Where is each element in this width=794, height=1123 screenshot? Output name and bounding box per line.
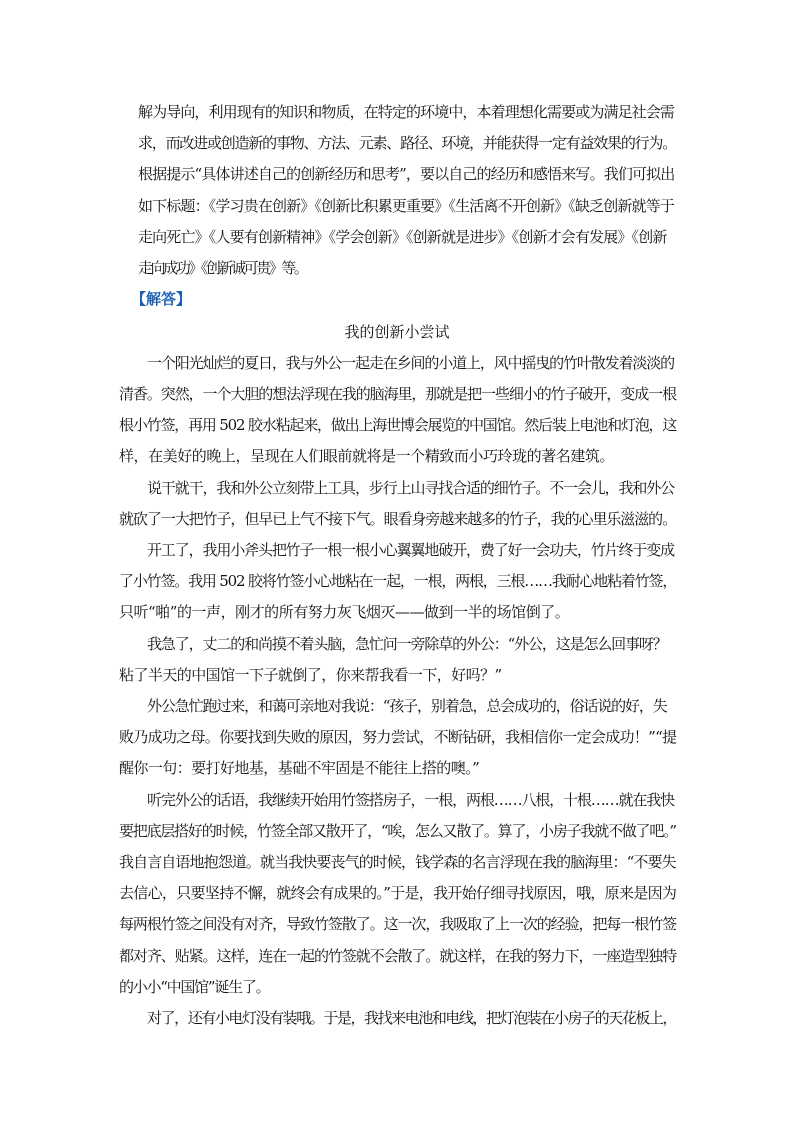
analysis-line: 走向成功》《创新诚可贵》等。 (138, 259, 307, 277)
answer-tag: 【解答】 (131, 290, 192, 308)
essay-line: 听完外公的话语，我继续开始用竹签搭房子，一根，两根……八根，十根……就在我快 (147, 791, 674, 809)
essay-line: 我自言自语地抱怨道。就当我快要丧气的时候，钱学森的名言浮现在我的脑海里：“不要失 (119, 853, 676, 871)
essay-line: 样，在美好的晚上，呈现在人们眼前就将是一个精致而小巧玲珑的著名建筑。 (119, 447, 615, 465)
analysis-line: 根据提示“具体讲述自己的创新经历和思考”，要以自己的经历和感悟来写。我们可拟出 (138, 165, 675, 183)
analysis-line: 求，而改进或创造新的事物、方法、元素、路径、环境，并能获得一定有益效果的行为。 (138, 134, 677, 152)
essay-line: 粘了半天的中国馆一下子就倒了，你来帮我看一下，好吗？” (119, 666, 502, 684)
essay-line: 我急了，丈二的和尚摸不着头脑，急忙问一旁除草的外公：“外公，这是怎么回事呀？ (147, 635, 667, 653)
essay-line: 的小小“中国馆”诞生了。 (119, 978, 270, 996)
essay-line: 对了，还有小电灯没有装哦。于是，我找来电池和电线，把灯泡装在小房子的天花板上， (147, 1009, 677, 1027)
essay-line: 都对齐、贴紧。这样，连在一起的竹签就不会散了。就这样，在我的努力下，一座造型独特 (119, 947, 677, 965)
essay-line: 开工了，我用小斧头把竹子一根一根小心翼翼地破开，费了好一会功夫，竹片终于变成 (147, 541, 674, 559)
essay-title: 我的创新小尝试 (344, 323, 450, 341)
analysis-line: 如下标题：《学习贵在创新》《创新比积累更重要》《生活离不开创新》《缺乏创新就等于 (138, 197, 675, 215)
essay-line: 要把底层搭好的时候，竹签全部又散开了，“唉，怎么又散了。算了，小房子我就不做了吧。” (119, 822, 676, 840)
analysis-line: 走向死亡》《人要有创新精神》《学会创新》《创新就是进步》《创新才会有发展》《创新 (138, 228, 667, 246)
essay-line: 去信心，只要坚持不懈，就终会有成果的。”于是，我开始仔细寻找原因，哦，原来是因为 (119, 884, 677, 902)
essay-line: 根小竹签，再用 502 胶水粘起来，做出上海世博会展览的中国馆。然后装上电池和灯泡，这 (119, 416, 677, 434)
essay-line: 说干就干，我和外公立刻带上工具，步行上山寻找合适的细竹子。不一会儿，我和外公 (147, 479, 674, 497)
essay-line: 只听“啪”的一声，刚才的所有努力灰飞烟灭——做到一半的场馆倒了。 (119, 603, 570, 621)
essay-line: 败乃成功之母。你要找到失败的原因，努力尝试，不断钻研，我相信你一定会成功！”“提 (119, 728, 677, 746)
essay-line: 醒你一句：要打好地基，基础不牢固是不能往上搭的噢。” (119, 759, 480, 777)
analysis-line: 解为导向，利用现有的知识和物质，在特定的环境中，本着理想化需要或为满足社会需 (138, 103, 674, 121)
essay-line: 了小竹签。我用 502 胶将竹签小心地粘在一起，一根，两根，三根……我耐心地粘着竹签， (119, 572, 677, 590)
essay-line: 清香。突然，一个大胆的想法浮现在我的脑海里，那就是把一些细小的竹子破开，变成一根 (119, 385, 677, 403)
essay-line: 一个阳光灿烂的夏日，我与外公一起走在乡间的小道上，风中摇曳的竹叶散发着淡淡的 (147, 354, 674, 372)
essay-line: 外公急忙跑过来，和蔼可亲地对我说：“孩子，别着急，总会成功的，俗话说的好，失 (147, 697, 667, 715)
essay-line: 就砍了一大把竹子，但早已上气不接下气。眼看身旁越来越多的竹子，我的心里乐滋滋的。 (119, 510, 677, 528)
essay-line: 每两根竹签之间没有对齐，导致竹签散了。这一次，我吸取了上一次的经验，把每一根竹签 (119, 915, 677, 933)
